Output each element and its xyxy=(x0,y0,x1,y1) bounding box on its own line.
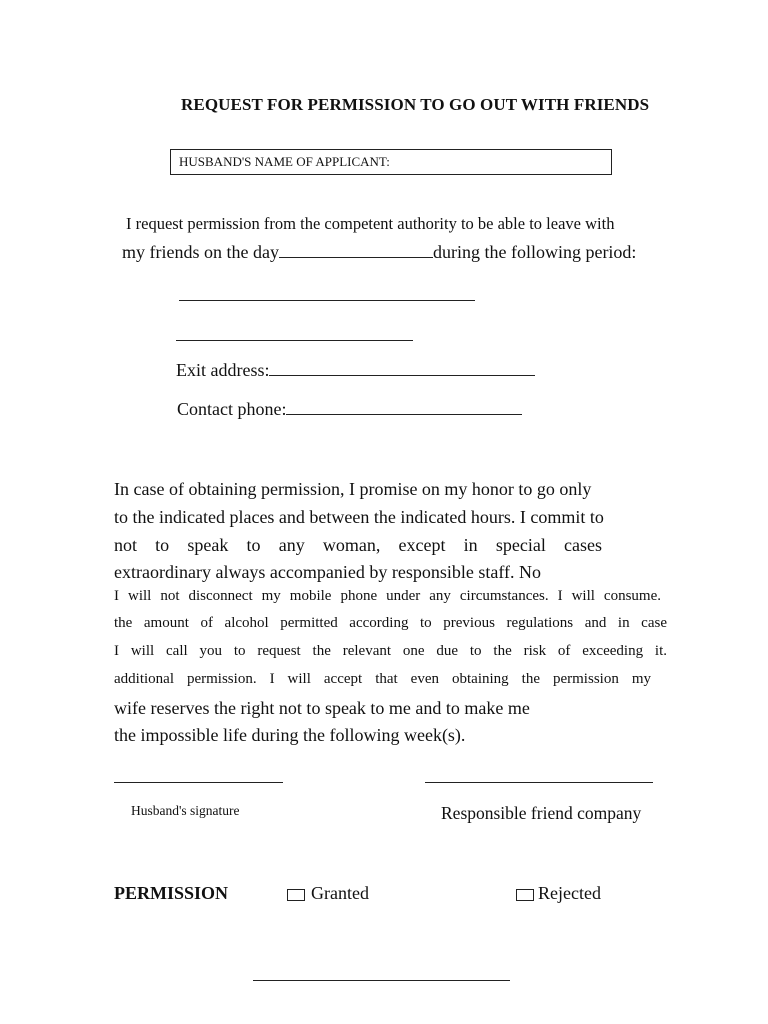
intro-line-2-end: during the following period: xyxy=(432,242,637,262)
intro-line-2 xyxy=(122,242,636,263)
applicant-name-field[interactable] xyxy=(170,149,612,175)
promise-line-5: I will not disconnect my mobile phone under any circumstances. I will consume. xyxy=(114,588,661,604)
husband-signature-line[interactable] xyxy=(114,782,283,783)
rejected-checkbox[interactable] xyxy=(516,889,534,901)
granted-option[interactable] xyxy=(287,883,369,904)
permission-label: PERMISSION xyxy=(114,883,229,903)
contact-phone-label: Contact phone: xyxy=(177,399,287,419)
rejected-option[interactable] xyxy=(516,883,601,904)
promise-line-7: I will call you to request the relevant one due to the risk of exceeding it. xyxy=(114,643,667,659)
document-title: REQUEST FOR PERMISSION TO GO OUT WITH FRIENDS xyxy=(181,95,650,114)
promise-line-2: to the indicated places and between the indicated hours. I commit to xyxy=(114,507,604,527)
husband-signature-label: Husband's signature xyxy=(131,803,240,818)
friend-signature-line[interactable] xyxy=(425,782,653,783)
promise-line-10: the impossible life during the following week(s). xyxy=(114,725,466,745)
promise-line-9: wife reserves the right not to speak to me and to make me xyxy=(114,698,530,718)
promise-line-6: the amount of alcohol permitted according to previous regulations and in case xyxy=(114,615,667,631)
rejected-label: Rejected xyxy=(538,883,601,903)
period-blank-1[interactable] xyxy=(179,300,475,301)
period-blank-2[interactable] xyxy=(176,340,413,341)
granted-checkbox[interactable] xyxy=(287,889,305,901)
promise-line-4: extraordinary always accompanied by responsible staff. No xyxy=(114,562,542,582)
promise-line-1: In case of obtaining permission, I promise on my honor to go only xyxy=(114,479,592,499)
promise-line-3: not to speak to any woman, except in special cases xyxy=(114,535,602,555)
intro-line-2-start: my friends on the day xyxy=(122,242,279,262)
applicant-name-label: HUSBAND'S NAME OF APPLICANT: xyxy=(179,154,390,169)
exit-address-row xyxy=(176,360,535,381)
authority-signature-line[interactable] xyxy=(253,980,510,981)
granted-label: Granted xyxy=(311,883,369,903)
promise-line-8: additional permission. I will accept that even obtaining the permission my xyxy=(114,671,651,687)
intro-line-1: I request permission from the competent authority to be able to leave with xyxy=(126,214,615,233)
contact-phone-blank[interactable] xyxy=(286,413,522,415)
exit-address-blank[interactable] xyxy=(269,374,535,376)
friend-signature-label: Responsible friend company xyxy=(441,803,642,823)
day-blank[interactable] xyxy=(279,256,433,258)
exit-address-label: Exit address: xyxy=(176,360,270,380)
contact-phone-row xyxy=(177,399,522,420)
